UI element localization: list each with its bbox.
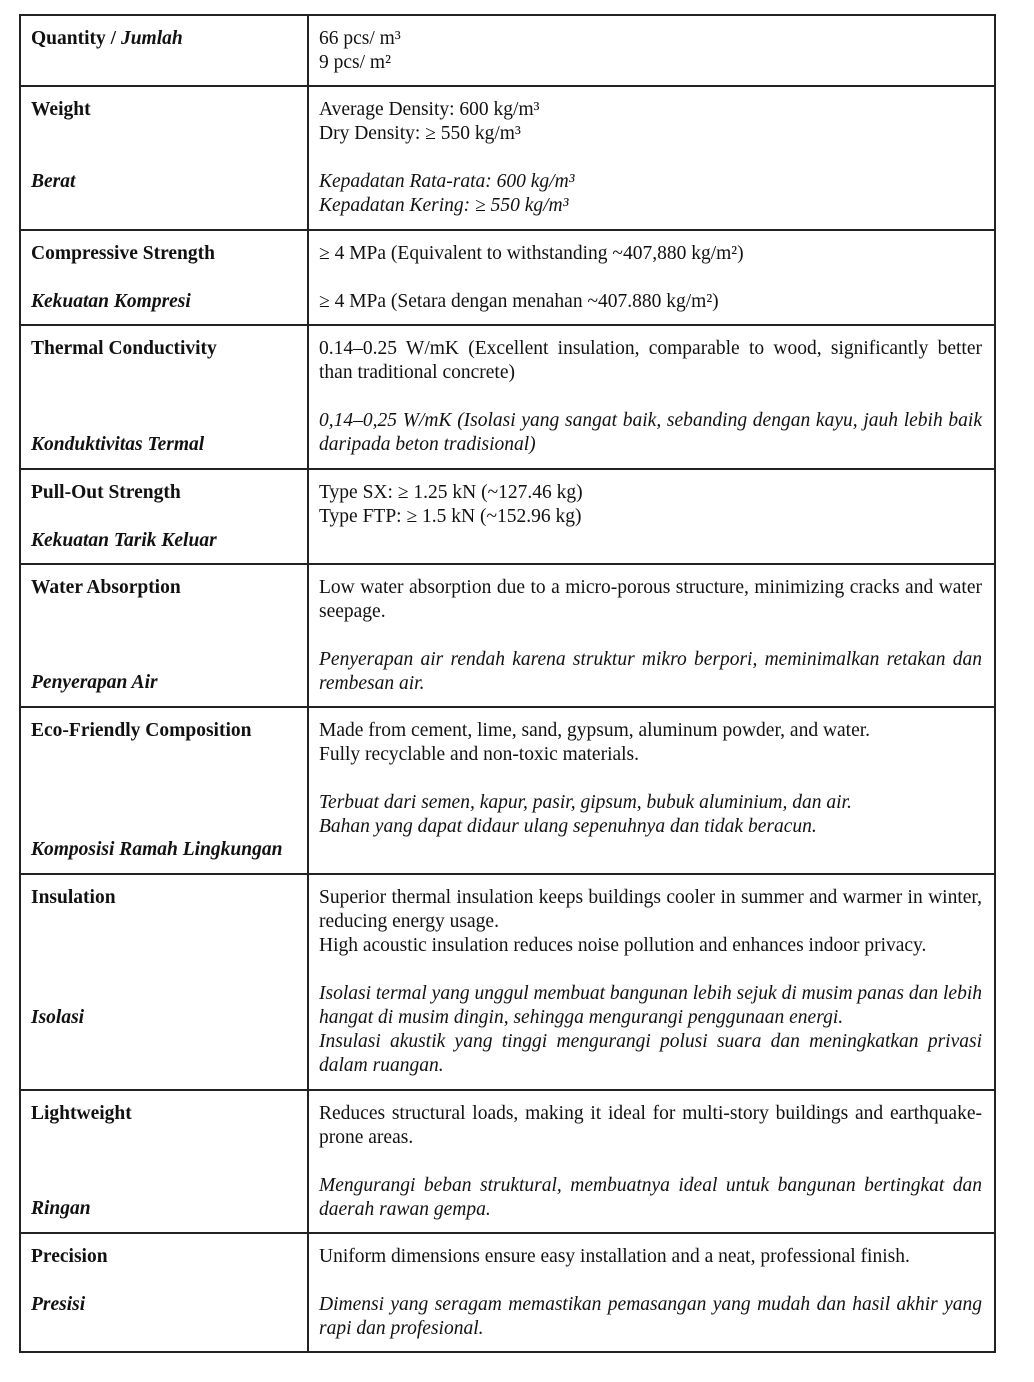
row-label-cell xyxy=(20,874,308,1090)
value-line-en: Made from cement, lime, sand, gypsum, aluminum powder, and water. xyxy=(319,720,871,741)
value-line-id: Terbuat dari semen, kapur, pasir, gipsum, bubuk aluminium, dan air. xyxy=(319,792,852,813)
label-english: Lightweight xyxy=(31,1103,132,1124)
value-line-en: Superior thermal insulation keeps buildings cooler in summer and warmer in winter, reducing energy usage. xyxy=(319,887,982,932)
value-text-id: Dimensi yang seragam memastikan pemasangan yang mudah dan hasil akhir yang rapi dan profesional. xyxy=(319,1294,982,1339)
row-value-cell xyxy=(308,564,995,707)
label-english: Pull-Out Strength xyxy=(31,482,181,503)
value-line-en: Average Density: 600 kg/m³ xyxy=(319,99,540,120)
label-english: Water Absorption xyxy=(31,577,181,598)
specification-table xyxy=(19,14,996,1353)
label-english: Compressive Strength xyxy=(31,243,215,264)
row-label-cell xyxy=(20,325,308,469)
value-line-en: Dry Density: ≥ 550 kg/m³ xyxy=(319,123,521,144)
table-row-insulation xyxy=(20,874,995,1090)
row-value-cell xyxy=(308,86,995,230)
table-row-thermal-conductivity xyxy=(20,325,995,469)
label-indonesian: Jumlah xyxy=(120,28,183,49)
value-line: Type FTP: ≥ 1.5 kN (~152.96 kg) xyxy=(319,506,582,527)
value-text-id: Mengurangi beban struktural, membuatnya ideal untuk bangunan bertingkat dan daerah rawan gempa. xyxy=(319,1175,982,1220)
table-row-water-absorption xyxy=(20,564,995,707)
value-text-en: 0.14–0.25 W/mK (Excellent insulation, comparable to wood, significantly better than traditional concrete) xyxy=(319,338,982,383)
value-line: Type SX: ≥ 1.25 kN (~127.46 kg) xyxy=(319,482,583,503)
label-english: Thermal Conductivity xyxy=(31,338,217,359)
value-line: 66 pcs/ m³ xyxy=(319,28,401,49)
value-text-en: Uniform dimensions ensure easy installation and a neat, professional finish. xyxy=(319,1246,910,1267)
label-english: Insulation xyxy=(31,887,116,908)
table-row-precision xyxy=(20,1233,995,1352)
label-english: Precision xyxy=(31,1246,108,1267)
label-english: Quantity / xyxy=(31,28,117,49)
value-text-id: 0,14–0,25 W/mK (Isolasi yang sangat baik, sebanding dengan kayu, jauh lebih baik daripada beton tradisional) xyxy=(319,410,982,455)
table-row-weight xyxy=(20,86,995,230)
label-indonesian: Ringan xyxy=(31,1198,91,1219)
label-indonesian: Presisi xyxy=(31,1294,86,1315)
row-value-cell xyxy=(308,707,995,874)
row-value-cell xyxy=(308,230,995,325)
row-value-cell xyxy=(308,325,995,469)
value-text-en: Low water absorption due to a micro-porous structure, minimizing cracks and water seepage. xyxy=(319,577,982,622)
row-label-cell xyxy=(20,86,308,230)
row-label-cell xyxy=(20,1233,308,1352)
label-english: Weight xyxy=(31,99,91,120)
row-value-cell xyxy=(308,1233,995,1352)
value-line: 9 pcs/ m² xyxy=(319,52,391,73)
label-indonesian: Konduktivitas Termal xyxy=(31,434,205,455)
row-label-cell xyxy=(20,230,308,325)
value-line-id: Bahan yang dapat didaur ulang sepenuhnya dan tidak beracun. xyxy=(319,816,817,837)
value-text-en: Reduces structural loads, making it ideal for multi-story buildings and earthquake-prone areas. xyxy=(319,1103,982,1148)
label-indonesian: Kekuatan Kompresi xyxy=(31,291,191,312)
row-label-cell xyxy=(20,1090,308,1233)
label-indonesian: Berat xyxy=(31,171,76,192)
row-value-cell xyxy=(308,469,995,564)
table-row-eco-friendly-composition xyxy=(20,707,995,874)
value-line-en: ≥ 4 MPa (Equivalent to withstanding ~407,880 kg/m²) xyxy=(319,243,744,264)
value-line-id: Insulasi akustik yang tinggi mengurangi polusi suara dan meningkatkan privasi dalam ruangan. xyxy=(319,1031,982,1076)
value-line-id: ≥ 4 MPa (Setara dengan menahan ~407.880 kg/m²) xyxy=(319,291,719,312)
row-value-cell xyxy=(308,1090,995,1233)
label-indonesian: Kekuatan Tarik Keluar xyxy=(31,530,217,551)
label-english: Eco-Friendly Composition xyxy=(31,720,252,741)
row-label xyxy=(31,27,297,51)
value-text-id: Penyerapan air rendah karena struktur mikro berpori, meminimalkan retakan dan rembesan air. xyxy=(319,649,982,694)
row-value-cell xyxy=(308,874,995,1090)
row-label-cell xyxy=(20,469,308,564)
table-row-pull-out-strength xyxy=(20,469,995,564)
row-label-cell xyxy=(20,564,308,707)
value-line-id: Kepadatan Rata-rata: 600 kg/m³ xyxy=(319,171,575,192)
table-row-quantity xyxy=(20,15,995,86)
value-line-en: Fully recyclable and non-toxic materials. xyxy=(319,744,640,765)
label-indonesian: Komposisi Ramah Lingkungan xyxy=(31,839,283,860)
label-indonesian: Isolasi xyxy=(31,1007,85,1028)
value-line-id: Isolasi termal yang unggul membuat bangunan lebih sejuk di musim panas dan lebih hangat di musim dingin, sehingga mengurangi penggunaan energi. xyxy=(319,983,982,1028)
value-line-en: High acoustic insulation reduces noise pollution and enhances indoor privacy. xyxy=(319,935,927,956)
table-row-lightweight xyxy=(20,1090,995,1233)
row-label-cell xyxy=(20,707,308,874)
label-indonesian: Penyerapan Air xyxy=(31,672,158,693)
value-line-id: Kepadatan Kering: ≥ 550 kg/m³ xyxy=(319,195,569,216)
row-label-cell xyxy=(20,15,308,86)
table-row-compressive-strength xyxy=(20,230,995,325)
row-value-cell xyxy=(308,15,995,86)
